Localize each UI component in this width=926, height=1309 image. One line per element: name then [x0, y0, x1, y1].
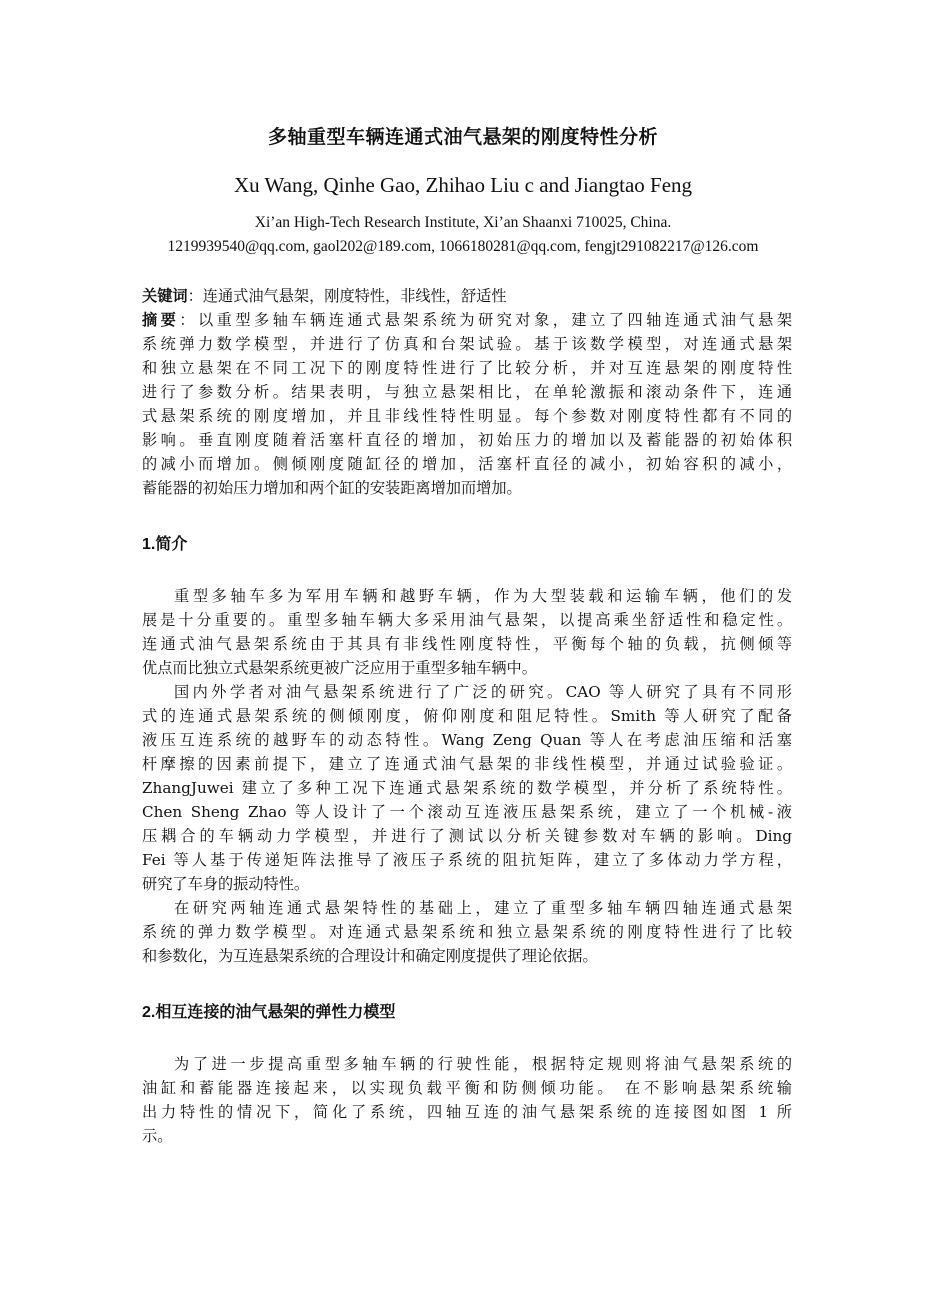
paper-emails: 1219939540@qq.com, gaol202@189.com, 1066180281@qq.com, fengjt291082217@126.com — [167, 238, 759, 255]
paragraph-line: 示。 — [142, 1127, 173, 1145]
paper-affiliation: Xi’an High-Tech Research Institute, Xi’an Shaanxi 710025, China. — [254, 214, 672, 231]
abstract-line: 进行了参数分析。结果表明，与独立悬架相比，在单轮激振和滚动条件下，连通 — [142, 383, 792, 401]
paragraph-line: 为了进一步提高重型多轴车辆的行驶性能，根据特定规则将油气悬架系统的 — [174, 1055, 792, 1073]
abstract-line: 影响。垂直刚度随着活塞杆直径的增加，初始压力的增加以及蓄能器的初始体积 — [142, 431, 792, 449]
paragraph-line: 重型多轴车多为军用车辆和越野车辆，作为大型装载和运输车辆，他们的发 — [174, 587, 792, 605]
paragraph-line: 和参数化，为互连悬架系统的合理设计和确定刚度提供了理论依据。 — [142, 947, 598, 965]
paragraph-line: 式的连通式悬架系统的侧倾刚度，俯仰刚度和阻尼特性。Smith 等人研究了配备 — [142, 707, 792, 725]
abstract-line: 式悬架系统的刚度增加，并且非线性特性明显。每个参数对刚度特性都有不同的 — [142, 407, 792, 425]
paragraph-line: 在研究两轴连通式悬架特性的基础上，建立了重型多轴车辆四轴连通式悬架 — [174, 899, 792, 917]
abstract-line: 的减小而增加。侧倾刚度随缸径的增加，活塞杆直径的减小，初始容积的减小， — [142, 455, 792, 473]
paragraph-line: 研究了车身的振动特性。 — [142, 875, 310, 893]
paragraph-line: 杆摩擦的因素前提下，建立了连通式油气悬架的非线性模型，并通过试验验证。 — [142, 755, 792, 773]
section-2-heading: 2.相互连接的油气悬架的弹性力模型 — [142, 1004, 396, 1021]
paragraph-line: 国内外学者对油气悬架系统进行了广泛的研究。CAO 等人研究了具有不同形 — [174, 683, 792, 701]
abstract-line: 和独立悬架在不同工况下的刚度特性进行了比较分析，并对互连悬架的刚度特性 — [142, 359, 792, 377]
paragraph-line: 连通式油气悬架系统由于其具有非线性刚度特性，平衡每个轴的负载，抗侧倾等 — [142, 635, 792, 653]
abstract-line: 蓄能器的初始压力增加和两个缸的安装距离增加而增加。 — [142, 479, 522, 497]
keywords-text: ：连通式油气悬架，刚度特性，非线性，舒适性 — [187, 287, 507, 305]
paragraph-line: ZhangJuwei 建立了多种工况下连通式悬架系统的数学模型，并分析了系统特性。 — [142, 779, 792, 797]
section-1-heading: 1.简介 — [142, 536, 188, 553]
paper-authors: Xu Wang, Qinhe Gao, Zhihao Liu c and Jiangtao Feng — [233, 173, 693, 197]
abstract-label: 摘要 — [142, 311, 180, 329]
abstract-line: 摘要：以重型多轴车辆连通式悬架系统为研究对象，建立了四轴连通式油气悬架 — [142, 311, 793, 329]
paragraph-line: 出力特性的情况下，简化了系统，四轴互连的油气悬架系统的连接图如图 1 所 — [142, 1103, 792, 1121]
paragraph-line: 油缸和蓄能器连接起来，以实现负载平衡和防侧倾功能。 在不影响悬架系统输 — [142, 1079, 792, 1097]
keywords-block — [142, 284, 792, 308]
paper-title: 多轴重型车辆连通式油气悬架的刚度特性分析 — [267, 126, 658, 148]
paragraph-line: Fei 等人基于传递矩阵法推导了液压子系统的阻抗矩阵，建立了多体动力学方程， — [142, 851, 792, 869]
keywords-line — [142, 284, 792, 308]
abstract-line: 系统弹力数学模型，并进行了仿真和台架试验。基于该数学模型，对连通式悬架 — [142, 335, 792, 353]
paragraph-line: 展是十分重要的。重型多轴车辆大多采用油气悬架，以提高乘坐舒适性和稳定性。 — [142, 611, 792, 629]
section-1-paragraph-2 — [142, 680, 792, 896]
section-1-paragraph-1 — [142, 584, 792, 680]
section-2-paragraph-1 — [142, 1052, 792, 1148]
section-1-paragraph-3 — [142, 896, 792, 968]
paragraph-line: 系统的弹力数学模型。对连通式悬架系统和独立悬架系统的刚度特性进行了比较 — [142, 923, 792, 941]
abstract-block — [142, 308, 792, 500]
keywords-label: 关键词 — [142, 287, 188, 305]
paragraph-line: 优点而比独立式悬架系统更被广泛应用于重型多轴车辆中。 — [142, 659, 537, 677]
paragraph-line: 液压互连系统的越野车的动态特性。Wang Zeng Quan 等人在考虑油压缩和活塞 — [142, 731, 792, 749]
paragraph-line: Chen Sheng Zhao 等人设计了一个滚动互连液压悬架系统，建立了一个机械-液 — [142, 803, 792, 821]
paragraph-line: 压耦合的车辆动力学模型，并进行了测试以分析关键参数对车辆的影响。Ding — [142, 827, 792, 845]
